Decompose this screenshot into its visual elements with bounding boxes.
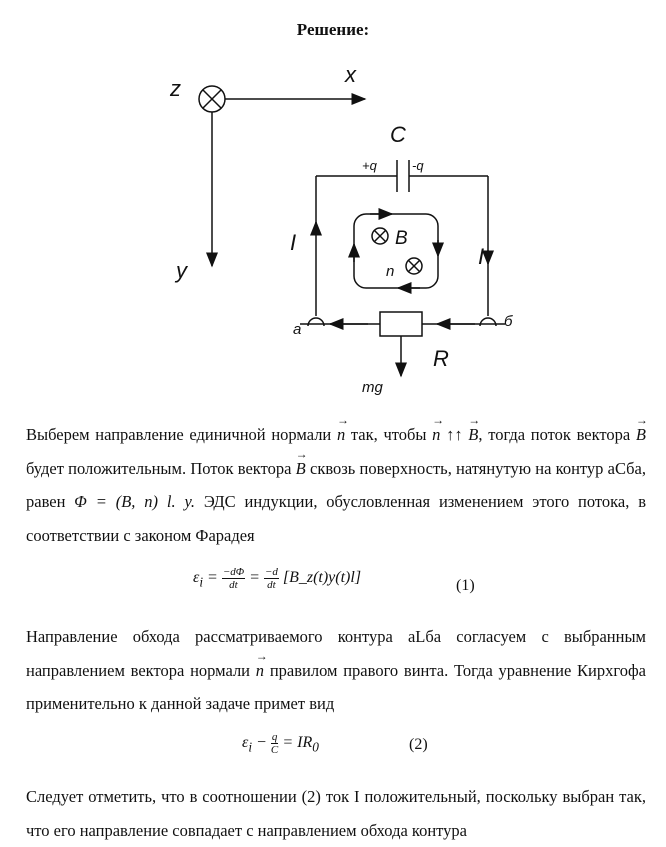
resistance-label: R — [433, 346, 449, 371]
circulation-loop — [354, 214, 438, 288]
eq1-equals: = — [207, 569, 218, 587]
eq1-eps: ε — [193, 569, 200, 587]
minus-q-label: -q — [412, 158, 424, 173]
p1-text-2: так, чтобы — [350, 425, 427, 444]
z-label: z — [170, 76, 181, 101]
flux-formula: Φ = (B, n) l. y. — [74, 492, 195, 511]
p1-text-4: будет положительным. Поток вектора — [26, 458, 292, 478]
p1-text-1: Выберем направление единичной нормали — [26, 425, 332, 444]
paragraph-1 — [26, 418, 646, 552]
equation-1 — [193, 566, 361, 591]
y-label: y — [176, 258, 187, 283]
mg-label: mg — [362, 379, 383, 396]
eq2-sub2: 0 — [312, 739, 319, 755]
contact-a — [308, 318, 324, 326]
coordinate-axes — [169, 62, 365, 283]
b-label: B — [395, 228, 408, 249]
eq1-frac-1: $\frac{-d\Phi}{dt}$ — [222, 566, 245, 591]
plus-q-label: +q — [362, 158, 377, 173]
point-b-label: б — [504, 313, 513, 330]
eq1-sub: i — [199, 574, 204, 590]
paragraph-2 — [26, 620, 646, 721]
p1-text-3: , тогда поток вектора — [478, 425, 631, 444]
capacitor-label: C — [390, 122, 406, 147]
eq2-sub: i — [248, 739, 253, 755]
normal-vector-symbol: → n — [337, 418, 345, 452]
eq1-equals-2: = — [249, 569, 260, 587]
b-vector-symbol: → B — [636, 418, 646, 452]
normal-vector-symbol: → n — [256, 654, 264, 688]
p1-text-6: ЭДС индукции, обусловленная изменением этого потока, в соответствии с законом Фарадея — [26, 492, 647, 545]
b-vector-symbol: → B — [296, 452, 306, 486]
eq2-eps: ε — [242, 734, 249, 752]
equation-2-number: (2) — [409, 736, 428, 753]
b-vector-symbol: → B — [468, 418, 478, 452]
p2-text-1: Направление обхода рассматриваемого контура аLба согласуем с выбранным направлением вектора нормали — [26, 627, 646, 680]
current-label-left: I — [290, 230, 297, 255]
eq1-rest: [B_z(t)y(t)l] — [282, 569, 362, 587]
circuit — [300, 160, 505, 376]
equation-2 — [242, 731, 319, 756]
p2-text-2: правилом правого винта. Тогда уравнение Кирхгофа применительно к данной задаче примет вид — [26, 660, 647, 713]
eq1-frac-2: $\frac{-d}{dt}$ — [264, 566, 278, 591]
circuit-diagram — [0, 50, 666, 400]
normal-vector-symbol: → n — [432, 418, 440, 452]
point-a-label: а — [293, 321, 302, 338]
solution-heading: Решение: — [296, 20, 370, 39]
eq2-minus: − — [256, 734, 267, 752]
paragraph-3: Следует отметить, что в соотношении (2) ток I положительный, поскольку выбран так, что его направление совпадает с направлением обхода контура — [26, 787, 646, 840]
eq2-rest: = IR — [282, 734, 313, 752]
resistor — [380, 312, 422, 336]
n-label: n — [386, 263, 395, 280]
p1-text-5: сквозь поверхность, натянутую на контур аСба, равен — [26, 458, 647, 511]
eq2-frac: $\frac{q}{C}$ — [270, 731, 279, 756]
equation-1-number: (1) — [456, 577, 475, 594]
codirectional-symbol: ↑↑ — [446, 425, 463, 444]
x-label: x — [345, 62, 356, 87]
current-label-right: I — [478, 244, 485, 269]
